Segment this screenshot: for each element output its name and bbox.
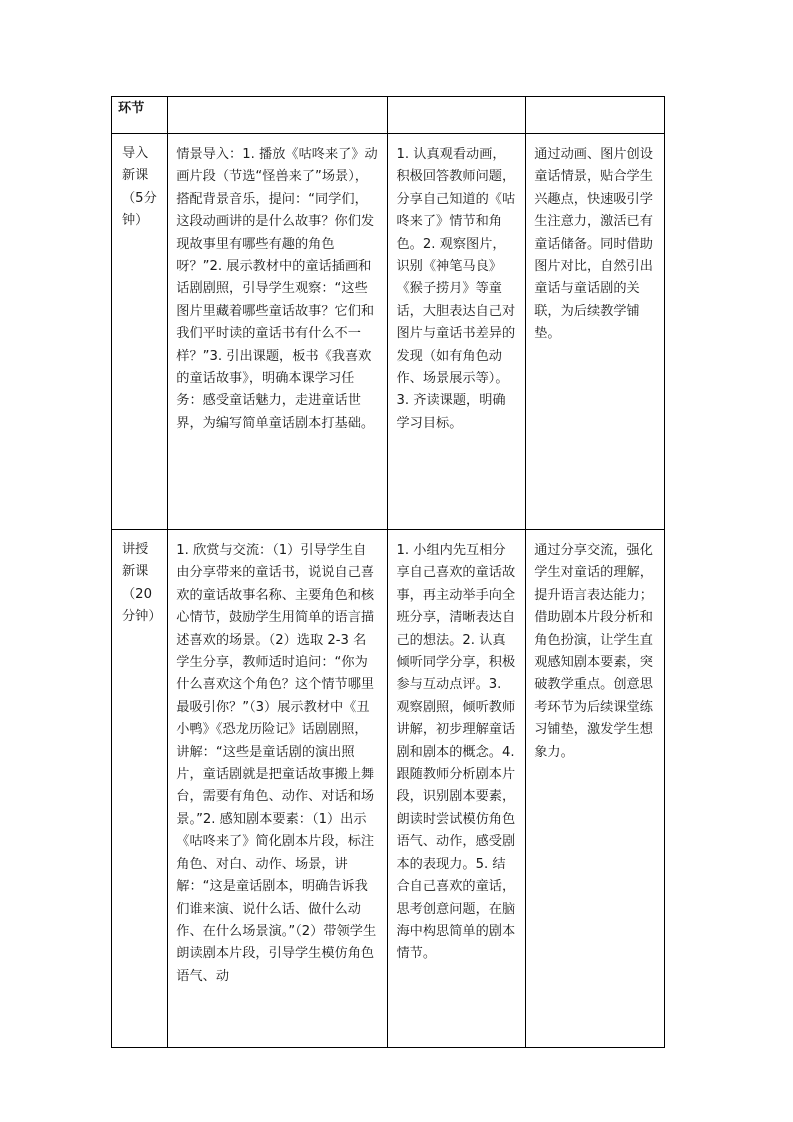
teacher-activity-cell [168,134,388,530]
design-intent-cell [526,134,665,530]
header-cell-student [388,97,526,134]
design-intent-text: 通过动画、图片创设童话情景，贴合学生兴趣点，快速吸引学生注意力，激活已有童话储备。同时借助图片对比，自然引出童话与童话剧的关联，为后续教学铺垫。 [534,147,653,342]
header-cell-teacher [168,97,388,134]
student-activity-text: 1. 小组内先互相分享自己喜欢的童话故事，再主动举手向全班分享，清晰表达自己的想法。2. 认真倾听同学分享，积极参与互动点评。3. 观察剧照，倾听教师讲解，初步理解童话剧和剧本的概念。4. 跟随教师分析剧本片段，识别剧本要素，朗读时尝试模仿角色语气、动作，感受剧本的表现力。5. 结合自己喜欢的童话，思考创意问题，在脑海中构思简单的剧本情节。 [396,543,516,962]
stage-label: 导入新课（5分钟） [122,146,157,229]
stage-label: 讲授新课（20分钟） [122,542,162,625]
teacher-activity-cell [168,530,388,1048]
student-activity-text: 1. 认真观看动画，积极回答教师问题，分享自己知道的《咕咚来了》情节和角色。2. 观察图片，识别《神笔马良》《猴子捞月》等童话，大胆表达自己对图片与童话书差异的发现（如有角色动作、场景展示等）。3. 齐读课题，明确学习目标。 [396,147,516,431]
header-label-stage: 环节 [118,101,145,116]
stage-cell [112,530,168,1048]
stage-cell [112,134,168,530]
design-intent-text: 通过分享交流，强化学生对童话的理解，提升语言表达能力；借助剧本片段分析和角色扮演，让学生直观感知剧本要素，突破教学重点。创意思考环节为后续课堂练习铺垫，激发学生想象力。 [534,543,653,760]
student-activity-cell [388,530,526,1048]
teacher-activity-text: 1. 欣赏与交流：（1）引导学生自由分享带来的童话书，说说自己喜欢的童话故事名称、主要角色和核心情节，鼓励学生用简单的语言描述喜欢的场景。（2）选取 2-3 名学生分享，教师适时追问：“你为什么喜欢这个角色？这个情节哪里最吸引你？”（3）展示教材中《丑小鸭》《恐龙历险记》话剧剧照，讲解：“这些是童话剧的演出照片，童话剧就是把童话故事搬上舞台，需要有角色、动作、对话和场景。”2. 感知剧本要素：（1）出示《咕咚来了》简化剧本片段，标注角色、对白、动作、场景，讲解：“这是童话剧本，明确告诉我们谁来演、说什么话、做什么动作、在什么场景演。”（2）带领学生朗读剧本片段，引导学生模仿角色语气、动 [176,543,377,984]
table-row [112,530,665,1048]
table-header-row [112,97,665,134]
design-intent-cell [526,530,665,1048]
header-cell-stage [112,97,168,134]
student-activity-cell [388,134,526,530]
teacher-activity-text: 情景导入：1. 播放《咕咚来了》动画片段（节选“怪兽来了”场景），搭配背景音乐，提问：“同学们，这段动画讲的是什么故事？你们发现故事里有哪些有趣的角色呀？”2. 展示教材中的童话插画和话剧剧照，引导学生观察：“这些图片里藏着哪些童话故事？它们和我们平时读的童话书有什么不一样？”3. 引出课题，板书《我喜欢的童话故事》，明确本课学习任务：感受童话魅力，走进童话世界，为编写简单童话剧本打基础。 [176,147,378,431]
lesson-plan-table [111,96,665,1048]
header-cell-intent [526,97,665,134]
table-row [112,134,665,530]
